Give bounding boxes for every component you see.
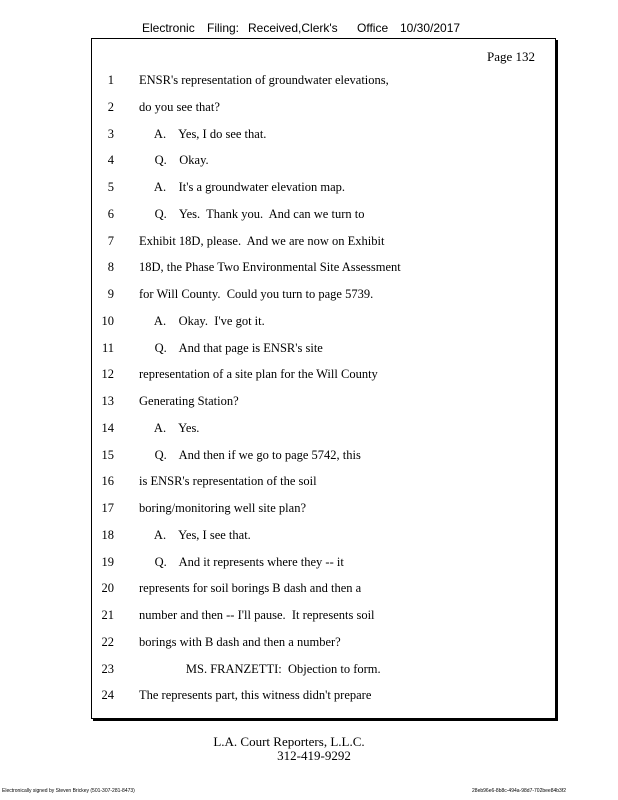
header-received: Received,Clerk's	[248, 21, 338, 35]
transcript-line	[92, 473, 555, 500]
transcript-line	[92, 661, 555, 688]
line-number: 24	[101, 688, 114, 703]
transcript-line	[92, 607, 555, 634]
line-number: 14	[101, 420, 114, 435]
line-number: 9	[107, 287, 114, 301]
header-electronic: Electronic	[142, 21, 195, 35]
line-text: Q. And that page is ENSR's site	[139, 340, 323, 355]
line-number: 11	[101, 340, 114, 355]
line-number: 7	[107, 233, 114, 248]
line-number: 18	[101, 527, 114, 542]
transcript-line	[92, 152, 555, 179]
line-text: Q. Okay.	[139, 153, 209, 168]
transcript-line	[92, 500, 555, 527]
line-text: boring/monitoring well site plan?	[139, 501, 306, 515]
line-number: 13	[101, 394, 114, 408]
line-number: 12	[101, 367, 114, 382]
line-number: 6	[107, 206, 114, 221]
transcript-line	[92, 340, 555, 367]
line-text: Exhibit 18D, please. And we are now on Exhibit	[139, 233, 385, 248]
transcript-line	[92, 393, 555, 420]
line-text: A. Okay. I've got it.	[139, 313, 265, 328]
e-signature: Electronically signed by Steven Brickey (501-307-281-8473)	[2, 788, 135, 794]
transcript-line	[92, 179, 555, 206]
transcript-line	[92, 580, 555, 607]
transcript-line	[92, 687, 555, 714]
reporter-phone: 312-419-9292	[277, 748, 351, 763]
line-number: 10	[101, 313, 114, 328]
line-text: ENSR's representation of groundwater elevations,	[139, 73, 389, 87]
line-number: 23	[101, 661, 114, 676]
line-text: representation of a site plan for the Will County	[139, 367, 378, 382]
reporter-company: L.A. Court Reporters, L.L.C.	[213, 734, 365, 749]
document-hash: 28eb96e6-8b8c-494a-98d7-702bee84b3f2	[472, 788, 566, 794]
line-text: 18D, the Phase Two Environmental Site Assessment	[139, 260, 401, 275]
line-text: is ENSR's representation of the soil	[139, 474, 317, 489]
transcript-line	[92, 233, 555, 260]
transcript-line	[92, 366, 555, 393]
transcript-line	[92, 259, 555, 286]
transcript-line	[92, 554, 555, 581]
transcript-line	[92, 527, 555, 554]
header-office: Office	[357, 21, 389, 35]
line-text: MS. FRANZETTI: Objection to form.	[139, 661, 381, 676]
transcript-page	[91, 38, 556, 719]
line-text: borings with B dash and then a number?	[139, 634, 341, 649]
line-number: 16	[101, 474, 114, 489]
transcript-line	[92, 447, 555, 474]
line-text: A. Yes.	[139, 420, 200, 435]
line-number: 21	[101, 608, 114, 622]
line-text: A. Yes, I see that.	[139, 527, 251, 542]
transcript-line	[92, 72, 555, 99]
transcript-lines	[92, 72, 555, 714]
line-number: 20	[101, 581, 114, 596]
line-text: number and then -- I'll pause. It represents soil	[139, 608, 375, 622]
transcript-line	[92, 126, 555, 153]
transcript-line	[92, 286, 555, 313]
line-text: A. Yes, I do see that.	[139, 126, 267, 141]
header-filing: Filing:	[207, 21, 240, 35]
line-number: 19	[101, 554, 114, 569]
line-number: 2	[107, 99, 114, 114]
line-text: Generating Station?	[139, 394, 239, 408]
line-text: Q. And then if we go to page 5742, this	[139, 447, 361, 462]
transcript-line	[92, 206, 555, 233]
line-number: 4	[107, 153, 114, 168]
line-number: 3	[107, 126, 114, 141]
line-text: do you see that?	[139, 99, 220, 114]
transcript-line	[92, 634, 555, 661]
line-number: 8	[107, 260, 114, 275]
page-number: Page 132	[486, 49, 535, 64]
header-date: 10/30/2017	[400, 21, 461, 35]
line-text: Q. Yes. Thank you. And can we turn to	[139, 206, 365, 221]
transcript-line	[92, 420, 555, 447]
line-number: 1	[107, 73, 114, 87]
line-text: represents for soil borings B dash and then a	[139, 581, 362, 596]
line-text: A. It's a groundwater elevation map.	[139, 180, 346, 194]
line-text: Q. And it represents where they -- it	[139, 554, 344, 569]
line-number: 22	[101, 634, 114, 649]
line-number: 17	[101, 501, 114, 515]
line-number: 15	[101, 447, 114, 462]
transcript-line	[92, 313, 555, 340]
transcript-line	[92, 99, 555, 126]
line-text: The represents part, this witness didn't prepare	[139, 688, 372, 703]
line-text: for Will County. Could you turn to page 5739.	[139, 287, 374, 301]
line-number: 5	[107, 180, 114, 194]
